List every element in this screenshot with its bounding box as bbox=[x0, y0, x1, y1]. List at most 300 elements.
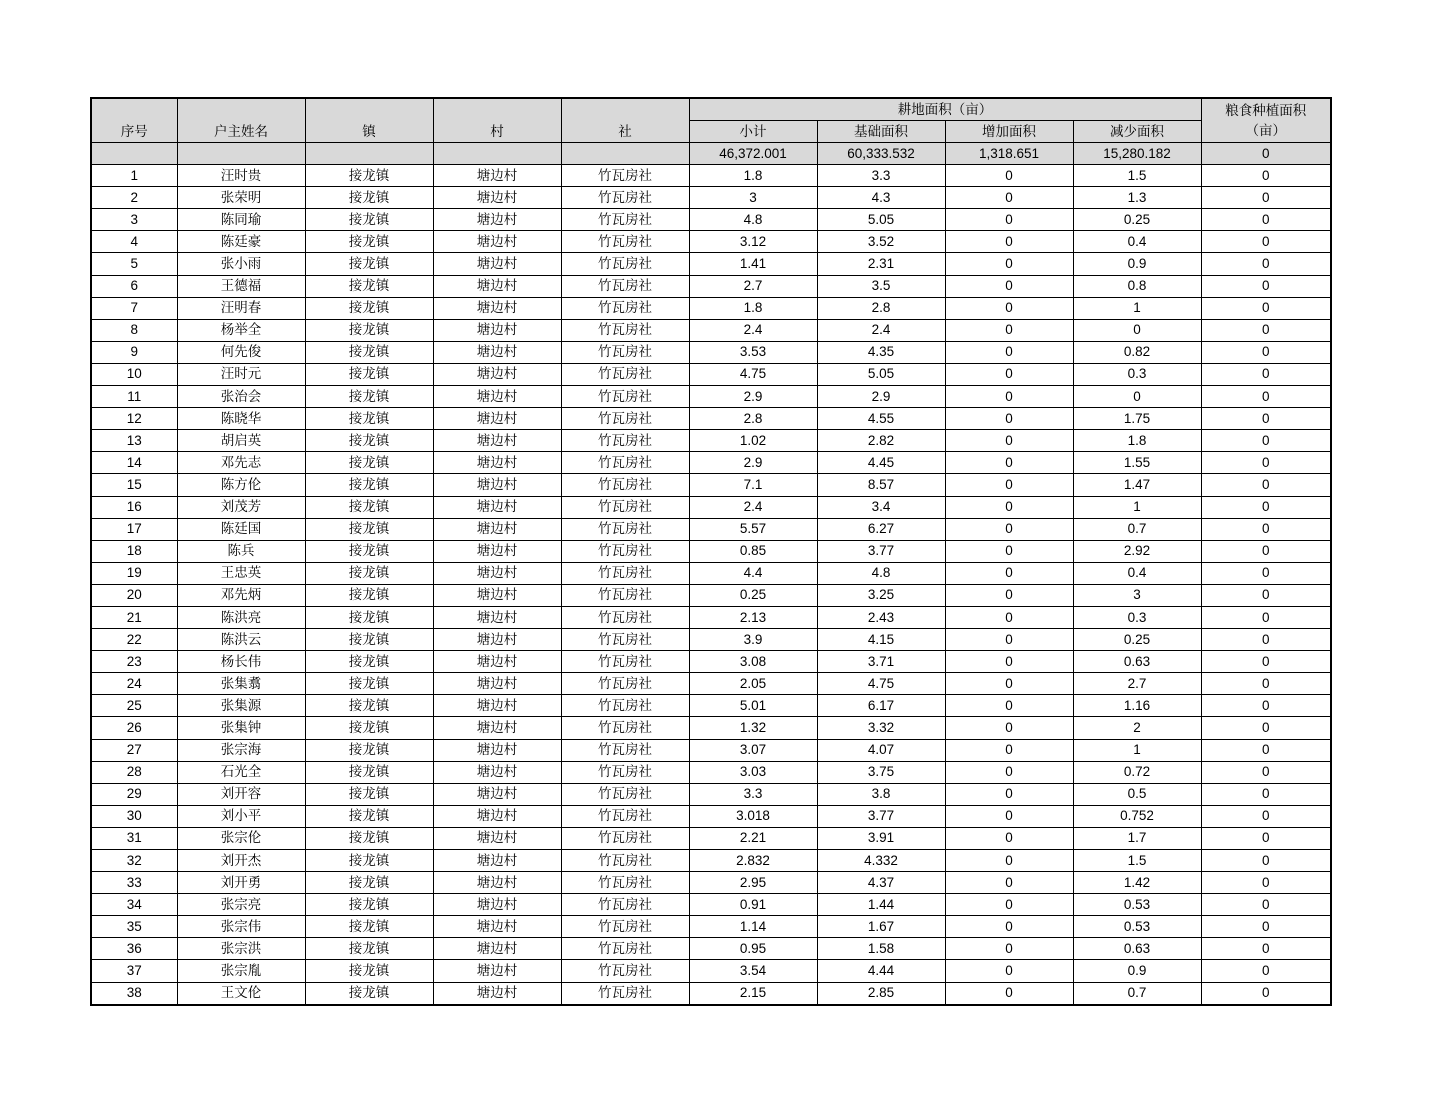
table-row bbox=[91, 651, 1331, 673]
cell-base-area: 3.32 bbox=[817, 717, 945, 739]
cell-group: 竹瓦房社 bbox=[561, 518, 689, 540]
cell-grain-area: 0 bbox=[1201, 673, 1331, 695]
header-base-area: 基础面积 bbox=[817, 121, 945, 143]
cell-seq: 31 bbox=[91, 827, 177, 849]
cell-base-area: 2.31 bbox=[817, 253, 945, 275]
cell-grain-area: 0 bbox=[1201, 540, 1331, 562]
cell-decrease-area: 1.3 bbox=[1073, 187, 1201, 209]
cell-town: 接龙镇 bbox=[305, 562, 433, 584]
table-row bbox=[91, 319, 1331, 341]
cell-decrease-area: 3 bbox=[1073, 584, 1201, 606]
cell-subtotal: 0.95 bbox=[689, 938, 817, 960]
cell-town: 接龙镇 bbox=[305, 717, 433, 739]
cell-village: 塘边村 bbox=[433, 363, 561, 385]
cell-village: 塘边村 bbox=[433, 783, 561, 805]
total-subtotal: 46,372.001 bbox=[689, 143, 817, 165]
cell-grain-area: 0 bbox=[1201, 518, 1331, 540]
table-row bbox=[91, 982, 1331, 1005]
cell-increase-area: 0 bbox=[945, 629, 1073, 651]
cell-subtotal: 2.4 bbox=[689, 496, 817, 518]
table-row bbox=[91, 562, 1331, 584]
cell-seq: 35 bbox=[91, 916, 177, 938]
total-grain-area: 0 bbox=[1201, 143, 1331, 165]
table-row bbox=[91, 386, 1331, 408]
cell-owner: 张宗海 bbox=[177, 739, 305, 761]
cell-increase-area: 0 bbox=[945, 386, 1073, 408]
cell-base-area: 3.75 bbox=[817, 761, 945, 783]
cell-decrease-area: 1.5 bbox=[1073, 165, 1201, 187]
cell-subtotal: 1.02 bbox=[689, 430, 817, 452]
cell-increase-area: 0 bbox=[945, 297, 1073, 319]
table-row bbox=[91, 341, 1331, 363]
cell-seq: 10 bbox=[91, 363, 177, 385]
cell-town: 接龙镇 bbox=[305, 827, 433, 849]
cell-group: 竹瓦房社 bbox=[561, 827, 689, 849]
cell-decrease-area: 1.75 bbox=[1073, 408, 1201, 430]
header-farmland-area: 耕地面积（亩） bbox=[689, 98, 1201, 121]
cell-seq: 8 bbox=[91, 319, 177, 341]
cell-owner: 张宗洪 bbox=[177, 938, 305, 960]
cell-subtotal: 2.05 bbox=[689, 673, 817, 695]
cell-increase-area: 0 bbox=[945, 165, 1073, 187]
cell-seq: 29 bbox=[91, 783, 177, 805]
cell-grain-area: 0 bbox=[1201, 827, 1331, 849]
cell-seq: 14 bbox=[91, 452, 177, 474]
cell-town: 接龙镇 bbox=[305, 165, 433, 187]
cell-village: 塘边村 bbox=[433, 562, 561, 584]
cell-group: 竹瓦房社 bbox=[561, 275, 689, 297]
cell-base-area: 3.77 bbox=[817, 540, 945, 562]
cell-village: 塘边村 bbox=[433, 319, 561, 341]
cell-increase-area: 0 bbox=[945, 894, 1073, 916]
cell-base-area: 6.27 bbox=[817, 518, 945, 540]
cell-base-area: 3.25 bbox=[817, 584, 945, 606]
cell-group: 竹瓦房社 bbox=[561, 474, 689, 496]
cell-grain-area: 0 bbox=[1201, 717, 1331, 739]
cell-group: 竹瓦房社 bbox=[561, 673, 689, 695]
cell-village: 塘边村 bbox=[433, 209, 561, 231]
cell-increase-area: 0 bbox=[945, 673, 1073, 695]
cell-town: 接龙镇 bbox=[305, 297, 433, 319]
cell-grain-area: 0 bbox=[1201, 982, 1331, 1005]
totals-blank bbox=[177, 143, 305, 165]
cell-subtotal: 3.08 bbox=[689, 651, 817, 673]
cell-village: 塘边村 bbox=[433, 916, 561, 938]
cell-base-area: 8.57 bbox=[817, 474, 945, 496]
cell-grain-area: 0 bbox=[1201, 584, 1331, 606]
table-row bbox=[91, 761, 1331, 783]
cell-town: 接龙镇 bbox=[305, 474, 433, 496]
cell-village: 塘边村 bbox=[433, 341, 561, 363]
cell-seq: 11 bbox=[91, 386, 177, 408]
cell-seq: 32 bbox=[91, 850, 177, 872]
cell-group: 竹瓦房社 bbox=[561, 231, 689, 253]
cell-village: 塘边村 bbox=[433, 452, 561, 474]
cell-owner: 王文伦 bbox=[177, 982, 305, 1005]
cell-decrease-area: 0.7 bbox=[1073, 518, 1201, 540]
cell-village: 塘边村 bbox=[433, 253, 561, 275]
cell-seq: 1 bbox=[91, 165, 177, 187]
cell-subtotal: 4.4 bbox=[689, 562, 817, 584]
cell-seq: 24 bbox=[91, 673, 177, 695]
cell-owner: 陈同瑜 bbox=[177, 209, 305, 231]
cell-grain-area: 0 bbox=[1201, 739, 1331, 761]
cell-owner: 刘开杰 bbox=[177, 850, 305, 872]
cell-base-area: 3.8 bbox=[817, 783, 945, 805]
cell-subtotal: 3 bbox=[689, 187, 817, 209]
cell-grain-area: 0 bbox=[1201, 761, 1331, 783]
cell-owner: 陈洪云 bbox=[177, 629, 305, 651]
cell-grain-area: 0 bbox=[1201, 231, 1331, 253]
cell-decrease-area: 1 bbox=[1073, 297, 1201, 319]
cell-subtotal: 2.15 bbox=[689, 982, 817, 1005]
cell-seq: 7 bbox=[91, 297, 177, 319]
cell-owner: 刘茂芳 bbox=[177, 496, 305, 518]
table-row bbox=[91, 231, 1331, 253]
cell-owner: 张小雨 bbox=[177, 253, 305, 275]
cell-village: 塘边村 bbox=[433, 960, 561, 982]
cell-grain-area: 0 bbox=[1201, 894, 1331, 916]
table-row bbox=[91, 187, 1331, 209]
table-row bbox=[91, 938, 1331, 960]
totals-blank bbox=[561, 143, 689, 165]
cell-decrease-area: 0.25 bbox=[1073, 209, 1201, 231]
cell-decrease-area: 1.42 bbox=[1073, 872, 1201, 894]
cell-town: 接龙镇 bbox=[305, 651, 433, 673]
cell-base-area: 4.55 bbox=[817, 408, 945, 430]
cell-owner: 张治会 bbox=[177, 386, 305, 408]
cell-grain-area: 0 bbox=[1201, 165, 1331, 187]
table-row bbox=[91, 275, 1331, 297]
table-row bbox=[91, 297, 1331, 319]
cell-base-area: 5.05 bbox=[817, 209, 945, 231]
cell-subtotal: 2.4 bbox=[689, 319, 817, 341]
cell-town: 接龙镇 bbox=[305, 518, 433, 540]
cell-seq: 5 bbox=[91, 253, 177, 275]
cell-decrease-area: 2.92 bbox=[1073, 540, 1201, 562]
cell-decrease-area: 0.72 bbox=[1073, 761, 1201, 783]
cell-town: 接龙镇 bbox=[305, 761, 433, 783]
cell-grain-area: 0 bbox=[1201, 805, 1331, 827]
cell-subtotal: 2.13 bbox=[689, 606, 817, 628]
cell-town: 接龙镇 bbox=[305, 386, 433, 408]
cell-grain-area: 0 bbox=[1201, 386, 1331, 408]
cell-base-area: 6.17 bbox=[817, 695, 945, 717]
cell-owner: 张集源 bbox=[177, 695, 305, 717]
cell-increase-area: 0 bbox=[945, 408, 1073, 430]
cell-subtotal: 2.7 bbox=[689, 275, 817, 297]
cell-subtotal: 1.14 bbox=[689, 916, 817, 938]
cell-grain-area: 0 bbox=[1201, 408, 1331, 430]
cell-village: 塘边村 bbox=[433, 540, 561, 562]
cell-group: 竹瓦房社 bbox=[561, 629, 689, 651]
cell-town: 接龙镇 bbox=[305, 960, 433, 982]
cell-village: 塘边村 bbox=[433, 673, 561, 695]
cell-base-area: 4.3 bbox=[817, 187, 945, 209]
cell-subtotal: 0.85 bbox=[689, 540, 817, 562]
cell-increase-area: 0 bbox=[945, 275, 1073, 297]
cell-town: 接龙镇 bbox=[305, 209, 433, 231]
cell-village: 塘边村 bbox=[433, 496, 561, 518]
cell-increase-area: 0 bbox=[945, 872, 1073, 894]
cell-decrease-area: 0.9 bbox=[1073, 253, 1201, 275]
cell-grain-area: 0 bbox=[1201, 651, 1331, 673]
cell-seq: 33 bbox=[91, 872, 177, 894]
cell-subtotal: 3.3 bbox=[689, 783, 817, 805]
totals-blank bbox=[305, 143, 433, 165]
cell-group: 竹瓦房社 bbox=[561, 717, 689, 739]
cell-base-area: 1.58 bbox=[817, 938, 945, 960]
cell-subtotal: 1.8 bbox=[689, 297, 817, 319]
cell-increase-area: 0 bbox=[945, 341, 1073, 363]
cell-base-area: 4.15 bbox=[817, 629, 945, 651]
table-row bbox=[91, 540, 1331, 562]
table-row bbox=[91, 209, 1331, 231]
cell-owner: 王忠英 bbox=[177, 562, 305, 584]
cell-grain-area: 0 bbox=[1201, 562, 1331, 584]
cell-grain-area: 0 bbox=[1201, 960, 1331, 982]
cell-base-area: 2.82 bbox=[817, 430, 945, 452]
cell-increase-area: 0 bbox=[945, 938, 1073, 960]
cell-seq: 2 bbox=[91, 187, 177, 209]
cell-town: 接龙镇 bbox=[305, 452, 433, 474]
cell-grain-area: 0 bbox=[1201, 872, 1331, 894]
cell-grain-area: 0 bbox=[1201, 629, 1331, 651]
cell-seq: 17 bbox=[91, 518, 177, 540]
cell-increase-area: 0 bbox=[945, 960, 1073, 982]
cell-decrease-area: 0.53 bbox=[1073, 894, 1201, 916]
cell-increase-area: 0 bbox=[945, 496, 1073, 518]
cell-owner: 刘小平 bbox=[177, 805, 305, 827]
cell-increase-area: 0 bbox=[945, 474, 1073, 496]
cell-seq: 4 bbox=[91, 231, 177, 253]
table-row bbox=[91, 474, 1331, 496]
header-subtotal: 小计 bbox=[689, 121, 817, 143]
cell-base-area: 1.67 bbox=[817, 916, 945, 938]
table-row bbox=[91, 695, 1331, 717]
header-grain-area-line1: 粮食种植面积 bbox=[1225, 102, 1307, 119]
cell-increase-area: 0 bbox=[945, 540, 1073, 562]
cell-town: 接龙镇 bbox=[305, 408, 433, 430]
cell-seq: 38 bbox=[91, 982, 177, 1005]
cell-decrease-area: 0.82 bbox=[1073, 341, 1201, 363]
table-row bbox=[91, 606, 1331, 628]
cell-owner: 张集翥 bbox=[177, 673, 305, 695]
cell-base-area: 4.35 bbox=[817, 341, 945, 363]
cell-seq: 20 bbox=[91, 584, 177, 606]
cell-town: 接龙镇 bbox=[305, 319, 433, 341]
cell-owner: 陈廷国 bbox=[177, 518, 305, 540]
cell-owner: 邓先志 bbox=[177, 452, 305, 474]
cell-town: 接龙镇 bbox=[305, 783, 433, 805]
cell-seq: 23 bbox=[91, 651, 177, 673]
cell-grain-area: 0 bbox=[1201, 916, 1331, 938]
cell-group: 竹瓦房社 bbox=[561, 960, 689, 982]
cell-group: 竹瓦房社 bbox=[561, 165, 689, 187]
cell-grain-area: 0 bbox=[1201, 187, 1331, 209]
cell-base-area: 3.3 bbox=[817, 165, 945, 187]
cell-grain-area: 0 bbox=[1201, 496, 1331, 518]
cell-increase-area: 0 bbox=[945, 717, 1073, 739]
cell-town: 接龙镇 bbox=[305, 231, 433, 253]
cell-seq: 27 bbox=[91, 739, 177, 761]
cell-seq: 16 bbox=[91, 496, 177, 518]
cell-subtotal: 7.1 bbox=[689, 474, 817, 496]
cell-grain-area: 0 bbox=[1201, 341, 1331, 363]
cell-town: 接龙镇 bbox=[305, 805, 433, 827]
cell-decrease-area: 0.63 bbox=[1073, 938, 1201, 960]
cell-group: 竹瓦房社 bbox=[561, 584, 689, 606]
cell-village: 塘边村 bbox=[433, 739, 561, 761]
cell-town: 接龙镇 bbox=[305, 695, 433, 717]
cell-subtotal: 1.8 bbox=[689, 165, 817, 187]
cell-subtotal: 3.018 bbox=[689, 805, 817, 827]
cell-group: 竹瓦房社 bbox=[561, 651, 689, 673]
cell-owner: 汪时贵 bbox=[177, 165, 305, 187]
cell-base-area: 1.44 bbox=[817, 894, 945, 916]
cell-town: 接龙镇 bbox=[305, 187, 433, 209]
cell-base-area: 4.75 bbox=[817, 673, 945, 695]
cell-grain-area: 0 bbox=[1201, 783, 1331, 805]
cell-subtotal: 0.25 bbox=[689, 584, 817, 606]
cell-increase-area: 0 bbox=[945, 606, 1073, 628]
cell-decrease-area: 2 bbox=[1073, 717, 1201, 739]
cell-group: 竹瓦房社 bbox=[561, 695, 689, 717]
cell-group: 竹瓦房社 bbox=[561, 496, 689, 518]
cell-group: 竹瓦房社 bbox=[561, 606, 689, 628]
cell-owner: 陈方伦 bbox=[177, 474, 305, 496]
farmland-table bbox=[90, 97, 1332, 1006]
cell-decrease-area: 0 bbox=[1073, 319, 1201, 341]
cell-decrease-area: 1.8 bbox=[1073, 430, 1201, 452]
cell-increase-area: 0 bbox=[945, 805, 1073, 827]
cell-group: 竹瓦房社 bbox=[561, 850, 689, 872]
cell-increase-area: 0 bbox=[945, 253, 1073, 275]
header-town: 镇 bbox=[305, 98, 433, 143]
cell-town: 接龙镇 bbox=[305, 540, 433, 562]
cell-owner: 张荣明 bbox=[177, 187, 305, 209]
table-row bbox=[91, 629, 1331, 651]
cell-seq: 15 bbox=[91, 474, 177, 496]
cell-group: 竹瓦房社 bbox=[561, 761, 689, 783]
cell-seq: 34 bbox=[91, 894, 177, 916]
cell-increase-area: 0 bbox=[945, 916, 1073, 938]
cell-decrease-area: 0.5 bbox=[1073, 783, 1201, 805]
cell-increase-area: 0 bbox=[945, 651, 1073, 673]
cell-group: 竹瓦房社 bbox=[561, 916, 689, 938]
total-increase-area: 1,318.651 bbox=[945, 143, 1073, 165]
header-row-1 bbox=[91, 98, 1331, 121]
cell-group: 竹瓦房社 bbox=[561, 209, 689, 231]
cell-group: 竹瓦房社 bbox=[561, 386, 689, 408]
cell-group: 竹瓦房社 bbox=[561, 805, 689, 827]
header-grain-area bbox=[1201, 98, 1331, 143]
cell-decrease-area: 0.25 bbox=[1073, 629, 1201, 651]
cell-increase-area: 0 bbox=[945, 739, 1073, 761]
table-row bbox=[91, 827, 1331, 849]
table-row bbox=[91, 408, 1331, 430]
cell-seq: 18 bbox=[91, 540, 177, 562]
cell-grain-area: 0 bbox=[1201, 430, 1331, 452]
cell-increase-area: 0 bbox=[945, 695, 1073, 717]
cell-village: 塘边村 bbox=[433, 606, 561, 628]
table-row bbox=[91, 165, 1331, 187]
cell-village: 塘边村 bbox=[433, 231, 561, 253]
cell-town: 接龙镇 bbox=[305, 275, 433, 297]
cell-seq: 9 bbox=[91, 341, 177, 363]
cell-village: 塘边村 bbox=[433, 297, 561, 319]
cell-seq: 12 bbox=[91, 408, 177, 430]
cell-seq: 37 bbox=[91, 960, 177, 982]
cell-subtotal: 4.75 bbox=[689, 363, 817, 385]
cell-subtotal: 5.57 bbox=[689, 518, 817, 540]
cell-village: 塘边村 bbox=[433, 695, 561, 717]
cell-base-area: 3.52 bbox=[817, 231, 945, 253]
table-row bbox=[91, 584, 1331, 606]
cell-owner: 刘开勇 bbox=[177, 872, 305, 894]
cell-subtotal: 2.8 bbox=[689, 408, 817, 430]
cell-group: 竹瓦房社 bbox=[561, 297, 689, 319]
cell-subtotal: 3.03 bbox=[689, 761, 817, 783]
table-row bbox=[91, 960, 1331, 982]
cell-grain-area: 0 bbox=[1201, 297, 1331, 319]
cell-group: 竹瓦房社 bbox=[561, 540, 689, 562]
cell-grain-area: 0 bbox=[1201, 938, 1331, 960]
cell-group: 竹瓦房社 bbox=[561, 938, 689, 960]
cell-decrease-area: 1 bbox=[1073, 739, 1201, 761]
cell-town: 接龙镇 bbox=[305, 938, 433, 960]
cell-owner: 张宗胤 bbox=[177, 960, 305, 982]
cell-seq: 28 bbox=[91, 761, 177, 783]
cell-town: 接龙镇 bbox=[305, 363, 433, 385]
cell-group: 竹瓦房社 bbox=[561, 562, 689, 584]
header-seq: 序号 bbox=[91, 98, 177, 143]
cell-decrease-area: 0.8 bbox=[1073, 275, 1201, 297]
total-base-area: 60,333.532 bbox=[817, 143, 945, 165]
table-row bbox=[91, 253, 1331, 275]
cell-village: 塘边村 bbox=[433, 894, 561, 916]
cell-village: 塘边村 bbox=[433, 474, 561, 496]
cell-village: 塘边村 bbox=[433, 386, 561, 408]
cell-increase-area: 0 bbox=[945, 319, 1073, 341]
cell-decrease-area: 0.3 bbox=[1073, 363, 1201, 385]
cell-owner: 陈晓华 bbox=[177, 408, 305, 430]
cell-decrease-area: 0.7 bbox=[1073, 982, 1201, 1005]
cell-decrease-area: 1.55 bbox=[1073, 452, 1201, 474]
cell-group: 竹瓦房社 bbox=[561, 253, 689, 275]
cell-seq: 19 bbox=[91, 562, 177, 584]
table-row bbox=[91, 894, 1331, 916]
table-row bbox=[91, 717, 1331, 739]
table-row bbox=[91, 518, 1331, 540]
cell-owner: 邓先炳 bbox=[177, 584, 305, 606]
cell-grain-area: 0 bbox=[1201, 253, 1331, 275]
cell-subtotal: 3.53 bbox=[689, 341, 817, 363]
cell-increase-area: 0 bbox=[945, 761, 1073, 783]
cell-town: 接龙镇 bbox=[305, 584, 433, 606]
cell-subtotal: 0.91 bbox=[689, 894, 817, 916]
cell-group: 竹瓦房社 bbox=[561, 982, 689, 1005]
cell-village: 塘边村 bbox=[433, 275, 561, 297]
cell-increase-area: 0 bbox=[945, 430, 1073, 452]
cell-grain-area: 0 bbox=[1201, 695, 1331, 717]
header-owner: 户主姓名 bbox=[177, 98, 305, 143]
cell-base-area: 4.45 bbox=[817, 452, 945, 474]
cell-owner: 张宗亮 bbox=[177, 894, 305, 916]
table-row bbox=[91, 805, 1331, 827]
cell-seq: 13 bbox=[91, 430, 177, 452]
cell-subtotal: 4.8 bbox=[689, 209, 817, 231]
